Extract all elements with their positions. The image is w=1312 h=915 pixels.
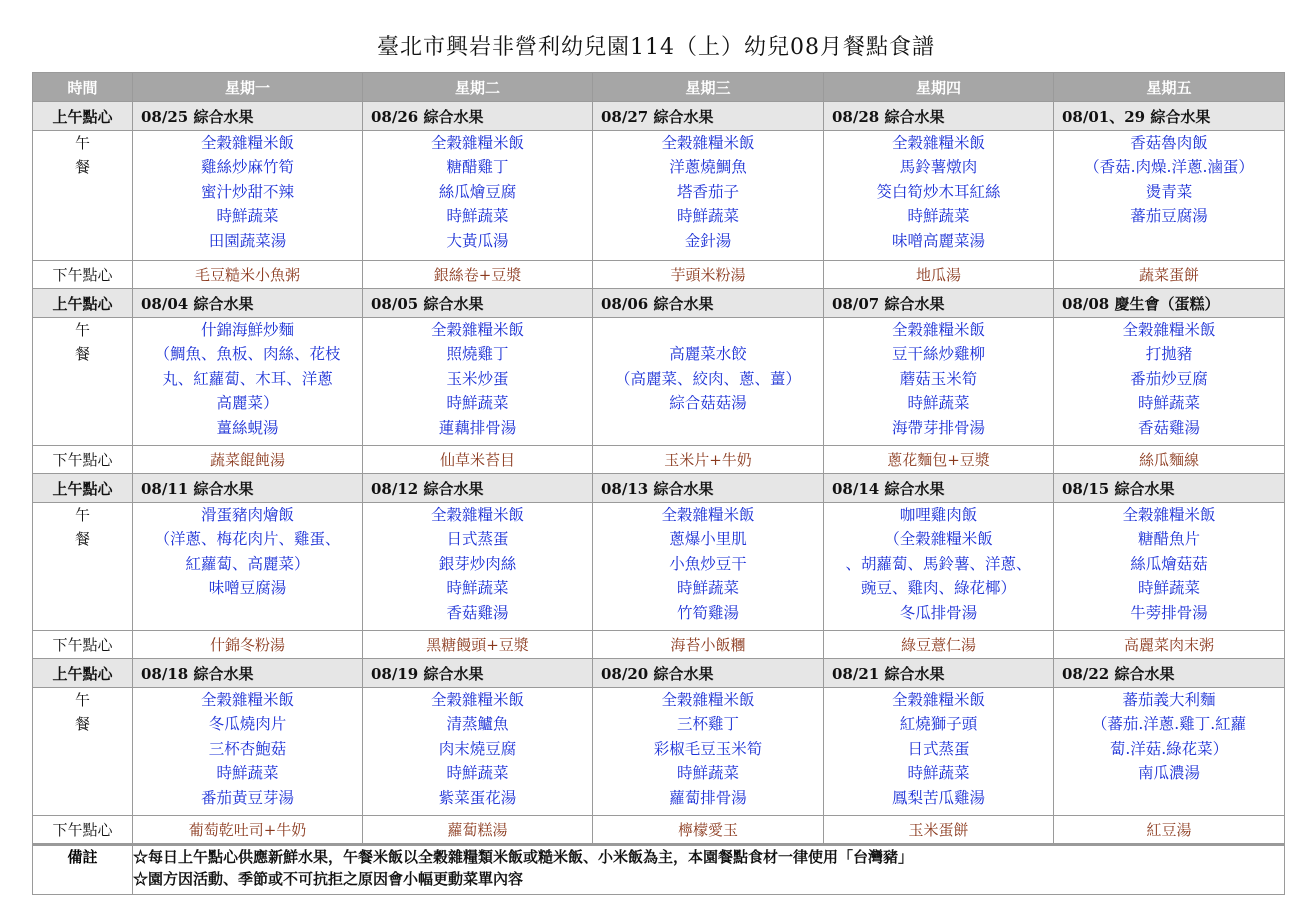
- morning-snack-cell: 08/27 綜合水果: [593, 102, 824, 131]
- afternoon-snack-cell: 海苔小飯糰: [593, 631, 824, 659]
- afternoon-snack-cell: 蔬菜餛飩湯: [133, 446, 363, 474]
- afternoon-snack-cell: 檸檬愛玉: [593, 816, 824, 845]
- lunch-dish: 香菇魯肉飯: [1130, 134, 1208, 152]
- lunch-dish: 清蒸鱸魚: [446, 715, 509, 734]
- lunch-dish: 滑蛋豬肉燴飯: [200, 506, 294, 524]
- lunch-dish: 冬瓜燒肉片: [208, 715, 287, 734]
- lunch-cell: [363, 503, 593, 631]
- lunch-dish: 番茄炒豆腐: [1130, 369, 1208, 388]
- lunch-dish: 高麗菜水餃: [669, 345, 747, 364]
- note-line: ☆園方因活動、季節或不可抗拒之原因會小幅更動菜單內容: [133, 870, 524, 888]
- morning-snack-row: [33, 659, 1285, 688]
- notes-row: [33, 845, 1285, 895]
- morning-snack-cell: 08/01、29 綜合水果: [1054, 102, 1285, 131]
- lunch-cell: [824, 503, 1054, 631]
- header-thursday: 星期四: [824, 73, 1054, 102]
- afternoon-snack-cell: 高麗菜肉末粥: [1054, 631, 1285, 659]
- lunch-dish: （鯛魚、魚板、肉絲、花枝: [154, 345, 341, 364]
- lunch-dish: 豆干絲炒雞柳: [891, 345, 985, 364]
- lunch-dish: 日式蒸蛋: [446, 530, 509, 549]
- lunch-dish: 絲瓜燴菇菇: [1130, 554, 1208, 573]
- notes-label: 備註: [33, 845, 133, 895]
- lunch-dish: 時鮮蔬菜: [676, 579, 739, 598]
- lunch-cell: [363, 688, 593, 816]
- afternoon-snack-cell: 地瓜湯: [824, 261, 1054, 289]
- lunch-cell: [824, 131, 1054, 261]
- lunch-row: [33, 688, 1285, 816]
- afternoon-snack-cell: 毛豆糙米小魚粥: [133, 261, 363, 289]
- lunch-dish: 肉末燒豆腐: [438, 739, 517, 758]
- lunch-dish: 綜合菇菇湯: [669, 394, 747, 413]
- afternoon-snack-label: 下午點心: [33, 446, 133, 474]
- morning-snack-cell: 08/14 綜合水果: [824, 474, 1054, 503]
- lunch-dish: 南瓜濃湯: [1137, 764, 1200, 783]
- lunch-dish: 小魚炒豆干: [669, 554, 747, 573]
- lunch-dish: 絲瓜燴豆腐: [438, 182, 517, 201]
- lunch-cell: [593, 503, 824, 631]
- lunch-cell: [133, 131, 363, 261]
- morning-snack-row: [33, 102, 1285, 131]
- lunch-dish: 時鮮蔬菜: [1137, 579, 1200, 598]
- lunch-dish: 時鮮蔬菜: [216, 207, 279, 226]
- lunch-label: 午 餐: [33, 503, 133, 631]
- afternoon-snack-cell: 蔥花麵包+豆漿: [824, 446, 1054, 474]
- morning-snack-row: [33, 289, 1285, 318]
- lunch-dish: 糖醋魚片: [1137, 530, 1200, 549]
- lunch-cell: [133, 688, 363, 816]
- lunch-cell: [1054, 131, 1285, 261]
- lunch-label: 午 餐: [33, 688, 133, 816]
- lunch-cell: [363, 131, 593, 261]
- lunch-cell: [363, 318, 593, 446]
- lunch-cell: [133, 503, 363, 631]
- lunch-dish: 全穀雜糧米飯: [661, 134, 755, 152]
- morning-snack-cell: 08/22 綜合水果: [1054, 659, 1285, 688]
- lunch-dish: 牛蒡排骨湯: [1130, 603, 1208, 622]
- morning-snack-cell: 08/21 綜合水果: [824, 659, 1054, 688]
- afternoon-snack-label: 下午點心: [33, 261, 133, 289]
- lunch-label: 午 餐: [33, 131, 133, 261]
- lunch-dish: 時鮮蔬菜: [676, 207, 739, 226]
- afternoon-snack-cell: 玉米蛋餅: [824, 816, 1054, 845]
- afternoon-snack-label: 下午點心: [33, 816, 133, 845]
- lunch-dish: 金針湯: [684, 231, 732, 250]
- header-tuesday: 星期二: [363, 73, 593, 102]
- lunch-dish: 三杯雞丁: [676, 715, 739, 734]
- morning-snack-cell: 08/05 綜合水果: [363, 289, 593, 318]
- lunch-dish: 時鮮蔬菜: [446, 579, 509, 598]
- afternoon-snack-cell: 蘿蔔糕湯: [363, 816, 593, 845]
- afternoon-snack-cell: 綠豆薏仁湯: [824, 631, 1054, 659]
- lunch-cell: [133, 318, 363, 446]
- afternoon-snack-cell: 玉米片+牛奶: [593, 446, 824, 474]
- lunch-cell: [824, 688, 1054, 816]
- lunch-dish: 全穀雜糧米飯: [430, 134, 524, 152]
- lunch-dish: （蕃茄.洋蔥.雞丁.紅蘿: [1091, 715, 1247, 734]
- morning-snack-cell: 08/11 綜合水果: [133, 474, 363, 503]
- lunch-dish: 玉米炒蛋: [446, 369, 509, 388]
- lunch-dish: 塔香茄子: [676, 182, 739, 201]
- lunch-dish: 味噌豆腐湯: [208, 579, 287, 598]
- morning-snack-cell: 08/28 綜合水果: [824, 102, 1054, 131]
- afternoon-snack-cell: 黑糖饅頭+豆漿: [363, 631, 593, 659]
- lunch-dish: 紫菜蛋花湯: [438, 788, 517, 807]
- lunch-cell: [1054, 503, 1285, 631]
- lunch-dish: 鳳梨苦瓜雞湯: [891, 788, 985, 807]
- lunch-dish: 蔔.洋菇.綠花菜）: [1109, 739, 1229, 758]
- header-time: 時間: [33, 73, 133, 102]
- header-friday: 星期五: [1054, 73, 1285, 102]
- lunch-cell: [1054, 318, 1285, 446]
- lunch-dish: 蜜汁炒甜不辣: [200, 182, 294, 201]
- lunch-dish: 雞絲炒麻竹筍: [200, 158, 294, 177]
- afternoon-snack-row: [33, 261, 1285, 289]
- lunch-dish: 蕃茄豆腐湯: [1130, 207, 1208, 226]
- lunch-cell: [593, 688, 824, 816]
- lunch-dish: 丸、紅蘿蔔、木耳、洋蔥: [162, 369, 333, 388]
- lunch-dish: 時鮮蔬菜: [446, 207, 509, 226]
- afternoon-snack-row: [33, 816, 1285, 845]
- lunch-dish: 全穀雜糧米飯: [1122, 506, 1216, 524]
- lunch-dish: 燙青菜: [1145, 182, 1193, 201]
- lunch-dish: 時鮮蔬菜: [907, 207, 970, 226]
- lunch-dish: 全穀雜糧米飯: [661, 506, 755, 524]
- lunch-dish: 全穀雜糧米飯: [891, 691, 985, 709]
- notes-cell: [133, 845, 1285, 895]
- lunch-cell: [1054, 688, 1285, 816]
- lunch-dish: 味噌高麗菜湯: [891, 231, 985, 250]
- lunch-dish: 蔥爆小里肌: [669, 530, 747, 549]
- header-wednesday: 星期三: [593, 73, 824, 102]
- lunch-label: 午 餐: [33, 318, 133, 446]
- lunch-dish: 香菇雞湯: [1137, 418, 1200, 437]
- menu-table: [32, 72, 1285, 895]
- lunch-dish: 洋蔥燒鯛魚: [669, 158, 747, 177]
- lunch-row: [33, 503, 1285, 631]
- lunch-dish: 馬鈴薯燉肉: [899, 158, 978, 177]
- afternoon-snack-cell: 芋頭米粉湯: [593, 261, 824, 289]
- lunch-dish: 紅燒獅子頭: [899, 715, 978, 734]
- afternoon-snack-cell: 銀絲卷+豆漿: [363, 261, 593, 289]
- lunch-dish: 時鮮蔬菜: [676, 764, 739, 783]
- lunch-dish: 三杯杏鮑菇: [208, 739, 287, 758]
- morning-snack-row: [33, 474, 1285, 503]
- afternoon-snack-cell: 什錦冬粉湯: [133, 631, 363, 659]
- lunch-dish: 糖醋雞丁: [446, 158, 509, 177]
- lunch-dish: 全穀雜糧米飯: [200, 134, 294, 152]
- lunch-dish: 什錦海鮮炒麵: [200, 321, 294, 339]
- lunch-dish: 田園蔬菜湯: [208, 231, 287, 250]
- lunch-dish: 全穀雜糧米飯: [430, 691, 524, 709]
- lunch-dish: 蓮藕排骨湯: [438, 418, 517, 437]
- lunch-dish: 銀芽炒肉絲: [438, 554, 517, 573]
- afternoon-snack-label: 下午點心: [33, 631, 133, 659]
- afternoon-snack-row: [33, 446, 1285, 474]
- header-monday: 星期一: [133, 73, 363, 102]
- morning-snack-label: 上午點心: [33, 474, 133, 503]
- morning-snack-cell: 08/15 綜合水果: [1054, 474, 1285, 503]
- lunch-dish: 咖哩雞肉飯: [899, 506, 978, 524]
- lunch-dish: 紅蘿蔔、高麗菜）: [185, 554, 310, 573]
- lunch-dish: 筊白筍炒木耳紅絲: [876, 182, 1001, 201]
- lunch-dish: 照燒雞丁: [446, 345, 509, 364]
- morning-snack-cell: 08/06 綜合水果: [593, 289, 824, 318]
- afternoon-snack-cell: 蔬菜蛋餅: [1054, 261, 1285, 289]
- lunch-dish: 打拋豬: [1145, 345, 1193, 364]
- afternoon-snack-cell: 仙草米苔目: [363, 446, 593, 474]
- morning-snack-cell: 08/07 綜合水果: [824, 289, 1054, 318]
- lunch-dish: 時鮮蔬菜: [1137, 394, 1200, 413]
- lunch-dish: 全穀雜糧米飯: [200, 691, 294, 709]
- lunch-dish: 冬瓜排骨湯: [899, 603, 978, 622]
- afternoon-snack-cell: 葡萄乾吐司+牛奶: [133, 816, 363, 845]
- page-title: 臺北市興岩非營利幼兒園114（上）幼兒08月餐點食譜: [377, 35, 935, 60]
- lunch-row: [33, 131, 1285, 261]
- afternoon-snack-row: [33, 631, 1285, 659]
- lunch-cell: [824, 318, 1054, 446]
- lunch-dish: 蘑菇玉米筍: [899, 369, 978, 388]
- lunch-dish: 薑絲蜆湯: [216, 418, 279, 437]
- header-row: [33, 73, 1285, 102]
- lunch-dish: （全穀雜糧米飯: [884, 530, 993, 549]
- lunch-dish: （洋蔥、梅花肉片、雞蛋、: [154, 530, 341, 549]
- lunch-dish: 時鮮蔬菜: [907, 764, 970, 783]
- morning-snack-cell: 08/08 慶生會（蛋糕）: [1054, 289, 1285, 318]
- lunch-dish: 香菇雞湯: [446, 603, 509, 622]
- lunch-dish: 全穀雜糧米飯: [891, 321, 985, 339]
- lunch-dish: 全穀雜糧米飯: [891, 134, 985, 152]
- lunch-dish: 大黃瓜湯: [446, 231, 509, 250]
- lunch-dish: 全穀雜糧米飯: [1122, 321, 1216, 339]
- afternoon-snack-cell: 絲瓜麵線: [1054, 446, 1285, 474]
- morning-snack-label: 上午點心: [33, 289, 133, 318]
- morning-snack-label: 上午點心: [33, 102, 133, 131]
- lunch-dish: 時鮮蔬菜: [446, 764, 509, 783]
- afternoon-snack-cell: 紅豆湯: [1054, 816, 1285, 845]
- lunch-dish: 日式蒸蛋: [907, 739, 970, 758]
- morning-snack-cell: 08/20 綜合水果: [593, 659, 824, 688]
- morning-snack-cell: 08/18 綜合水果: [133, 659, 363, 688]
- morning-snack-cell: 08/25 綜合水果: [133, 102, 363, 131]
- morning-snack-cell: 08/13 綜合水果: [593, 474, 824, 503]
- lunch-dish: （高麗菜、絞肉、蔥、薑）: [614, 369, 801, 388]
- morning-snack-cell: 08/04 綜合水果: [133, 289, 363, 318]
- lunch-dish: 番茄黃豆芽湯: [200, 788, 294, 807]
- lunch-cell: [593, 131, 824, 261]
- lunch-dish: 彩椒毛豆玉米筍: [653, 739, 763, 758]
- morning-snack-cell: 08/26 綜合水果: [363, 102, 593, 131]
- lunch-dish: 全穀雜糧米飯: [430, 321, 524, 339]
- morning-snack-cell: 08/12 綜合水果: [363, 474, 593, 503]
- lunch-dish: （香菇.肉燥.洋蔥.滷蛋）: [1084, 158, 1254, 177]
- morning-snack-cell: 08/19 綜合水果: [363, 659, 593, 688]
- lunch-dish: 高麗菜）: [216, 394, 279, 413]
- lunch-dish: 竹筍雞湯: [676, 603, 739, 622]
- note-line: ☆每日上午點心供應新鮮水果，午餐米飯以全穀雜糧類米飯或糙米飯、小米飯為主，本園餐點食材一律使用「台灣豬」: [133, 848, 914, 866]
- lunch-dish: 豌豆、雞肉、綠花椰）: [860, 579, 1016, 598]
- lunch-dish: [593, 318, 823, 342]
- lunch-row: [33, 318, 1285, 446]
- morning-snack-label: 上午點心: [33, 659, 133, 688]
- lunch-dish: 全穀雜糧米飯: [430, 506, 524, 524]
- lunch-dish: 海帶芽排骨湯: [891, 418, 985, 437]
- lunch-dish: 、胡蘿蔔、馬鈴薯、洋蔥、: [845, 554, 1032, 573]
- lunch-dish: 時鮮蔬菜: [907, 394, 970, 413]
- lunch-dish: 蘿蔔排骨湯: [669, 788, 747, 807]
- lunch-dish: 時鮮蔬菜: [446, 394, 509, 413]
- lunch-dish: 時鮮蔬菜: [216, 764, 279, 783]
- lunch-dish: 蕃茄義大利麵: [1122, 691, 1216, 709]
- lunch-cell: [593, 318, 824, 446]
- lunch-dish: 全穀雜糧米飯: [661, 691, 755, 709]
